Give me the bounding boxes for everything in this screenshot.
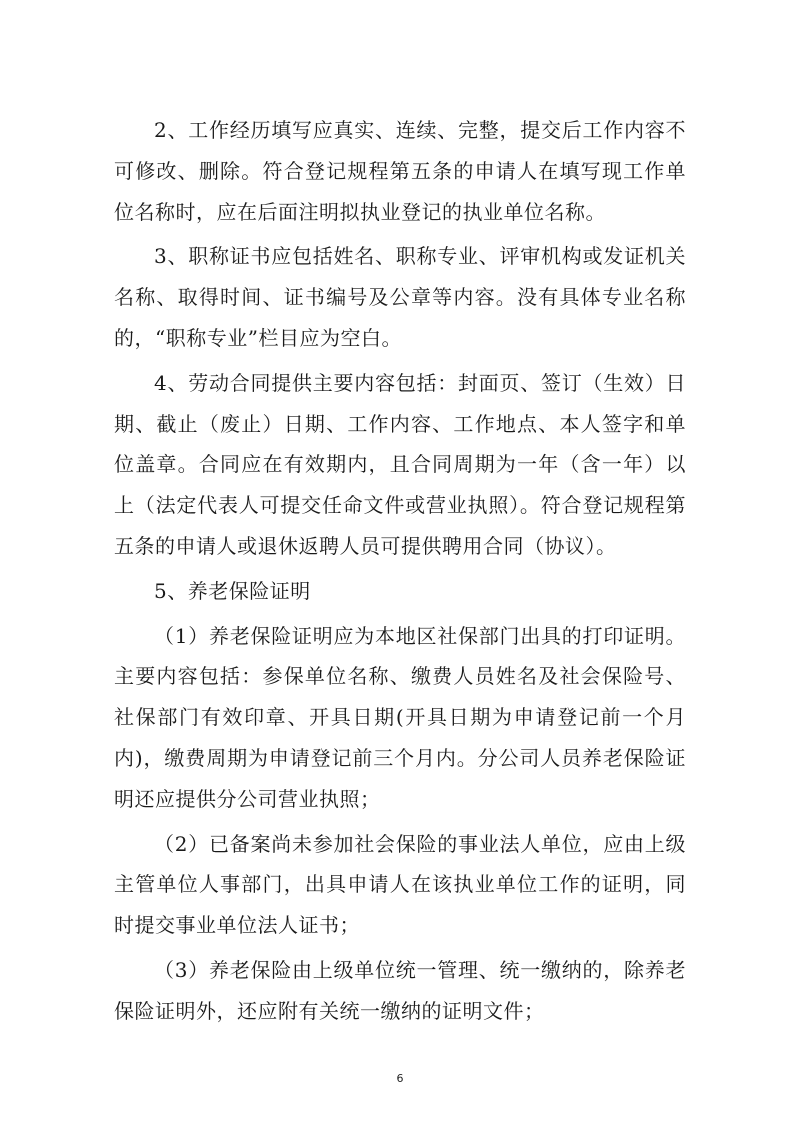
paragraph-pension-item-1: （1）养老保险证明应为本地区社保部门出具的打印证明。主要内容包括：参保单位名称、缴费人员姓名及社会保险号、社保部门有效印章、开具日期(开具日期为申请登记前一个月内)，缴费周期为申请登记前三个月内。分公司人员养老保险证明还应提供分公司营业执照； [114,623,686,811]
paragraph-labor-contract: 4、劳动合同提供主要内容包括：封面页、签订（生效）日期、截止（废止）日期、工作内容、工作地点、本人签字和单位盖章。合同应在有效期内，且合同周期为一年（含一年）以上（法定代表人可提交任命文件或营业执照）。符合登记规程第五条的申请人或退休返聘人员可提供聘用合同（协议）。 [114,370,686,558]
paragraph-pension-item-3: （3）养老保险由上级单位统一管理、统一缴纳的，除养老保险证明外，还应附有关统一缴纳的证明文件； [114,957,686,1023]
paragraph-work-history: 2、工作经历填写应真实、连续、完整，提交后工作内容不可修改、删除。符合登记规程第五条的申请人在填写现工作单位名称时，应在后面注明拟执业登记的执业单位名称。 [114,118,686,224]
page-number: 6 [396,1072,404,1085]
paragraph-title-certificate: 3、职称证书应包括姓名、职称专业、评审机构或发证机关名称、取得时间、证书编号及公章等内容。没有具体专业名称的，“职称专业”栏目应为空白。 [114,244,686,350]
document-body [114,110,686,1036]
paragraph-pension-item-2: （2）已备案尚未参加社会保险的事业法人单位，应由上级主管单位人事部门，出具申请人在该执业单位工作的证明，同时提交事业单位法人证书； [114,831,686,938]
paragraph-pension-heading: 5、养老保险证明 [154,578,311,603]
